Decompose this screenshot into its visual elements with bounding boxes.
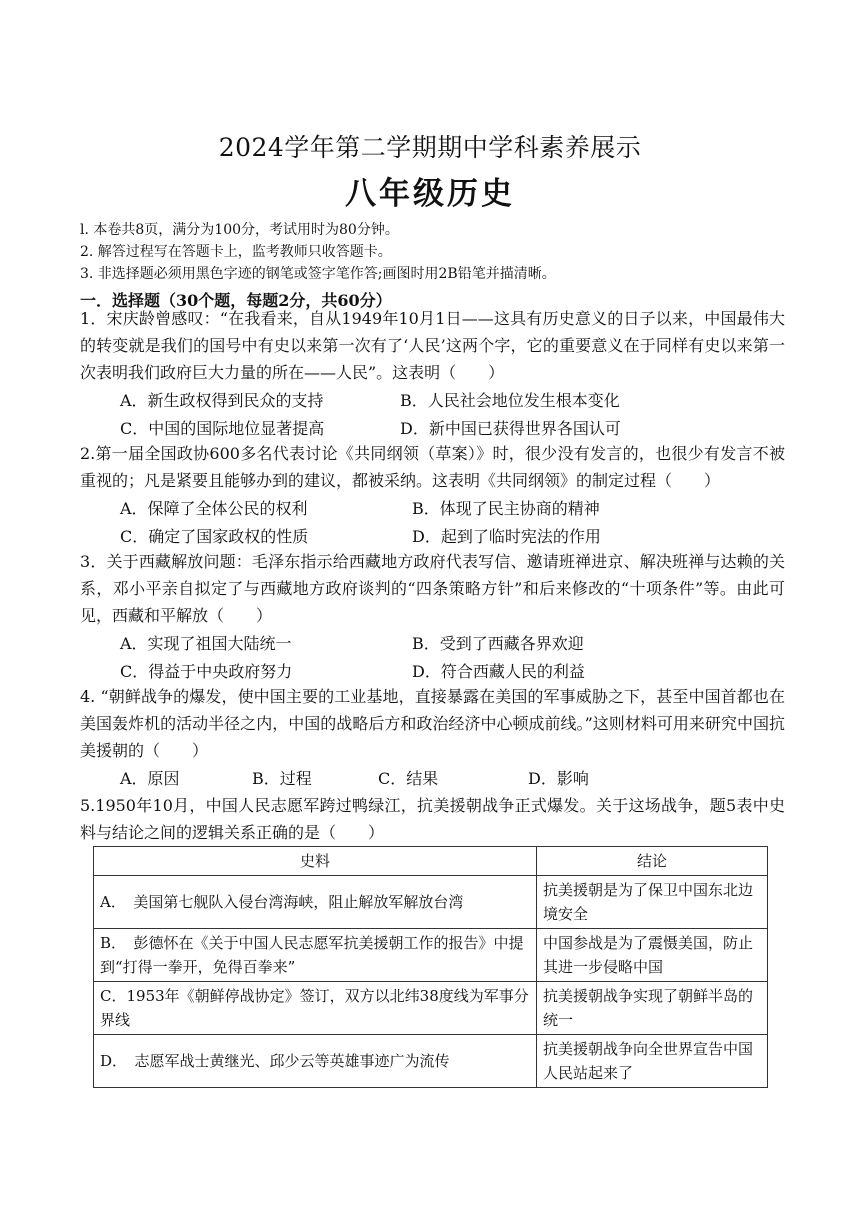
option-d: D．符合西藏人民的利益 (412, 662, 585, 681)
option-c: C．中国的国际地位显著提高 (120, 419, 325, 438)
question-4-stem: 4. “朝鲜战争的爆发，使中国主要的工业基地，直接暴露在美国的军事威胁之下，甚至中国首都也在美国轰炸机的活动半径之内，中国的战略后方和政治经济中心顿成前线。”这则材料可用来研究中国抗美援朝的（ ） (80, 687, 785, 760)
option-d: D．影响 (528, 769, 589, 788)
option-a: A．保障了全体公民的权利 (120, 499, 308, 518)
note-2: 2. 解答过程写在答题卡上，监考教师只收答题卡。 (80, 244, 392, 260)
table-cell: A． 美国第七舰队入侵台湾海峡，阻止解放军解放台湾 (94, 876, 537, 929)
note-1: l. 本卷共8页，满分为100分，考试用时为80分钟。 (80, 222, 399, 238)
option-a: A．原因 (120, 769, 180, 788)
question-2-stem: 2.第一届全国政协600多名代表讨论《共同纲领（草案）》时，很少没有发言的，也很少有发言不被重视的；凡是紧要且能够办到的建议，都被采纳。这表明《共同纲领》的制定过程（ ） (80, 444, 785, 490)
option-a: A．实现了祖国大陆统一 (120, 634, 292, 653)
table-cell: C．1953年《朝鲜停战协定》签订，双方以北纬38度线为军事分界线 (94, 982, 537, 1035)
table-header-row (94, 847, 768, 876)
option-b: B．过程 (252, 769, 312, 788)
option-c: C．确定了国家政权的性质 (120, 527, 309, 546)
option-b: B．体现了民主协商的精神 (412, 499, 600, 518)
option-c: C．得益于中央政府努力 (120, 662, 293, 681)
table-cell: B． 彭德怀在《关于中国人民志愿军抗美援朝工作的报告》中提到“打得一拳开，免得百拳来” (94, 929, 537, 982)
table-cell: D． 志愿军战士黄继光、邱少云等英雄事迹广为流传 (94, 1035, 537, 1088)
option-d: D．起到了临时宪法的作用 (412, 527, 601, 546)
question-5-stem: 5.1950年10月，中国人民志愿军跨过鸭绿江，抗美援朝战争正式爆发。关于这场战争，题5表中史料与结论之间的逻辑关系正确的是（ ） (80, 796, 785, 842)
option-d: D．新中国已获得世界各国认可 (400, 419, 621, 438)
subject-title: 八年级历史 (345, 176, 515, 212)
section-heading: 一．选择题（30个题，每题2分，共60分） (80, 291, 392, 310)
table-cell: 抗美援朝是为了保卫中国东北边境安全 (537, 876, 768, 929)
question-3-stem: 3．关于西藏解放问题：毛泽东指示给西藏地方政府代表写信、邀请班禅进京、解决班禅与达赖的关系，邓小平亲自拟定了与西藏地方政府谈判的“四条策略方针”和后来修改的“十项条件”等。由此可见，西藏和平解放（ ） (80, 552, 785, 625)
question-1-stem: 1．宋庆龄曾感叹：“在我看来，自从1949年10月1日——这具有历史意义的日子以来，中国最伟大的转变就是我们的国号中有史以来第一次有了‘人民’这两个字，它的重要意义在于同样有史以来第一次表明我们政府巨大力量的所在——人民”。这表明（ ） (80, 309, 785, 382)
table-header: 结论 (537, 847, 768, 876)
table-row (94, 982, 768, 1035)
exam-notes (80, 219, 556, 285)
table-row (94, 1035, 768, 1088)
note-3: 3. 非选择题必须用黑色字迹的钢笔或签字笔作答;画图时用2B铅笔并描清晰。 (80, 266, 556, 282)
table-cell: 抗美援朝战争实现了朝鲜半岛的统一 (537, 982, 768, 1035)
table-cell: 中国参战是为了震慑美国，防止其进一步侵略中国 (537, 929, 768, 982)
option-a: A．新生政权得到民众的支持 (120, 391, 324, 410)
table-row (94, 876, 768, 929)
table-row (94, 929, 768, 982)
option-b: B．受到了西藏各界欢迎 (412, 634, 584, 653)
table-cell: 抗美援朝战争向全世界宣告中国人民站起来了 (537, 1035, 768, 1088)
table-header: 史料 (94, 847, 537, 876)
option-c: C．结果 (378, 769, 439, 788)
question-5-table (93, 846, 768, 1088)
exam-title: 2024学年第二学期期中学科素养展示 (218, 133, 642, 162)
option-b: B．人民社会地位发生根本变化 (400, 391, 620, 410)
